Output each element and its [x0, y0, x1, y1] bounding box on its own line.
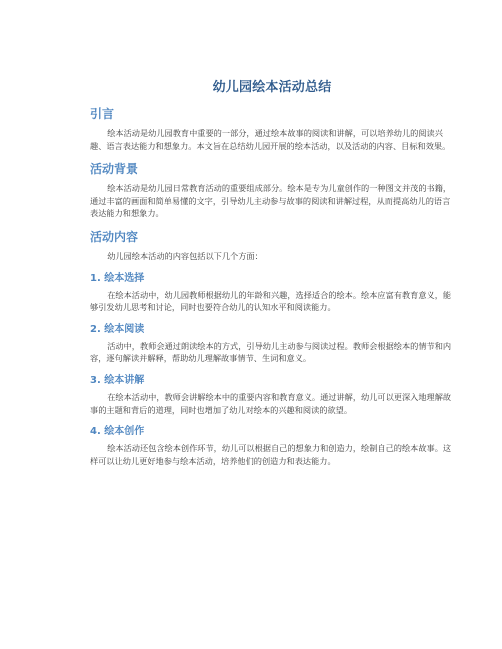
- subsection-heading: 1. 绘本选择: [90, 272, 145, 284]
- document-title: 幼儿园绘本活动总结: [212, 80, 332, 95]
- section-introduction: [90, 106, 454, 152]
- subsection-paragraph: 在绘本活动中，教师会讲解绘本中的重要内容和教育意义。通过讲解，幼儿可以更深入地理解故事的主题和背后的道理，同时也增加了幼儿对绘本的兴趣和阅读的欲望。: [90, 391, 452, 415]
- section-paragraph: 幼儿园绘本活动的内容包括以下几个方面：: [107, 250, 263, 261]
- section-content: [90, 229, 454, 263]
- subsection-paragraph: 活动中，教师会通过朗读绘本的方式，引导幼儿主动参与阅读过程。教师会根据绘本的情节和内容，逐句解读并解释，帮助幼儿理解故事情节、生词和意义。: [90, 340, 452, 364]
- subsection-heading: 2. 绘本阅读: [90, 323, 145, 335]
- section-heading: 引言: [90, 107, 115, 121]
- section-paragraph: 绘本活动是幼儿园日常教育活动的重要组成部分。绘本是专为儿童创作的一种图文并茂的书籍，通过丰富的画面和简单易懂的文字，引导幼儿主动参与故事的阅读和讲解过程，从而提高幼儿的语言表达能力和想象力。: [90, 183, 452, 219]
- section-heading: 活动背景: [90, 162, 139, 177]
- subsection-book-reading: [90, 323, 454, 365]
- subsection-paragraph: 在绘本活动中，幼儿园教师根据幼儿的年龄和兴趣，选择适合的绘本。绘本应富有教育意义，能够引发幼儿思考和讨论，同时也要符合幼儿的认知水平和阅读能力。: [90, 289, 452, 313]
- subsection-paragraph: 绘本活动还包含绘本创作环节，幼儿可以根据自己的想象力和创造力，绘制自己的绘本故事。这样可以让幼儿更好地参与绘本活动，培养他们的创造力和表达能力。: [90, 443, 452, 466]
- subsection-book-creation: [90, 425, 454, 467]
- subsection-book-selection: [90, 272, 454, 314]
- section-paragraph: 绘本活动是幼儿园教育中重要的一部分，通过绘本故事的阅读和讲解，可以培养幼儿的阅读兴趣、语言表达能力和想象力。本文旨在总结幼儿园开展的绘本活动，以及活动的内容、目标和效果。: [90, 128, 451, 151]
- subsection-heading: 4. 绘本创作: [90, 426, 145, 438]
- subsection-book-explanation: [90, 374, 454, 416]
- subsection-heading: 3. 绘本讲解: [90, 374, 145, 386]
- section-heading: 活动内容: [90, 229, 139, 244]
- section-background: [90, 161, 454, 220]
